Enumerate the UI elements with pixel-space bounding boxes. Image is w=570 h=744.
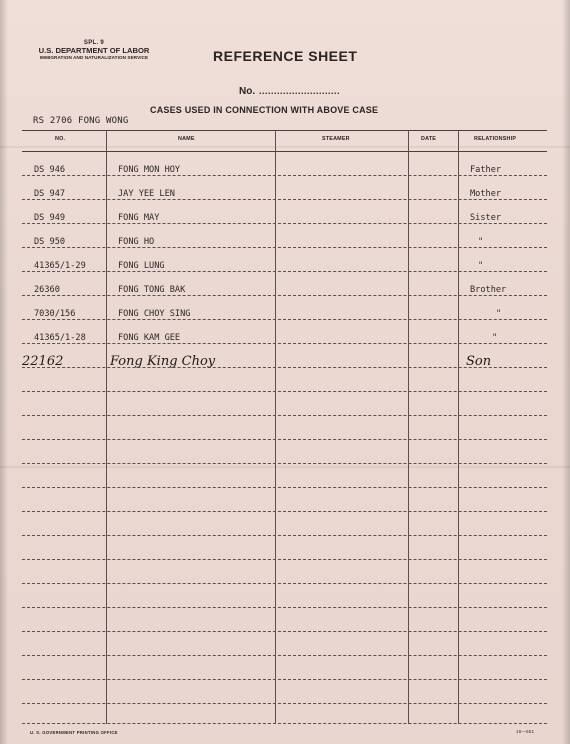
- cell-relationship: Brother: [470, 285, 507, 295]
- cell-relationship: Father: [470, 165, 502, 175]
- table-top-rule: [22, 130, 547, 131]
- cell-no: DS 949: [34, 213, 66, 223]
- row-rule: [22, 723, 547, 724]
- paper-fold: [0, 466, 570, 468]
- row-rule: [22, 199, 547, 200]
- cell-no: DS 950: [34, 237, 66, 247]
- row-rule: [22, 415, 547, 416]
- agency-block: [24, 40, 164, 60]
- row-rule: [22, 559, 547, 560]
- cell-relationship-handwritten: Son: [466, 354, 492, 369]
- cell-relationship: ": [478, 237, 484, 247]
- row-rule: [22, 607, 547, 608]
- service-name: IMMIGRATION AND NATURALIZATION SERVICE: [39, 54, 149, 60]
- row-rule: [22, 247, 547, 248]
- cell-no: DS 947: [34, 189, 66, 199]
- no-value: ...........................: [259, 86, 341, 96]
- row-rule: [22, 223, 547, 224]
- row-rule: [22, 511, 547, 512]
- row-rule: [22, 535, 547, 536]
- cell-name-handwritten: Fong King Choy: [110, 354, 216, 369]
- row-rule: [22, 703, 547, 704]
- cell-no: DS 946: [34, 165, 66, 175]
- cell-name: FONG CHOY SING: [118, 309, 191, 319]
- cell-no: 26360: [34, 285, 60, 295]
- row-rule: [22, 679, 547, 680]
- column-header-date: DATE: [421, 136, 437, 142]
- cell-no: 41365/1-29: [34, 261, 86, 271]
- column-header-name: NAME: [178, 136, 195, 142]
- cell-relationship: ": [478, 261, 484, 271]
- cell-name: FONG LUNG: [118, 261, 165, 271]
- column-divider: [408, 130, 409, 724]
- row-rule: [22, 583, 547, 584]
- row-rule: [22, 487, 547, 488]
- table-header-rule: [22, 151, 547, 152]
- row-rule: [22, 655, 547, 656]
- row-rule: [22, 271, 547, 272]
- no-label: No.: [239, 86, 256, 97]
- cell-relationship: ": [496, 309, 502, 319]
- row-rule: [22, 319, 547, 320]
- cell-name: FONG MON HOY: [118, 165, 181, 175]
- page-edge-shadow: [0, 0, 8, 744]
- cell-name: FONG KAM GEE: [118, 333, 181, 343]
- cell-name: FONG TONG BAK: [118, 285, 186, 295]
- column-header-relationship: RELATIONSHIP: [474, 136, 517, 142]
- row-rule: [22, 391, 547, 392]
- cell-relationship: ": [492, 333, 498, 343]
- cell-no: 7030/156: [34, 309, 76, 319]
- department-name: U.S. DEPARTMENT OF LABOR: [38, 46, 150, 55]
- cell-name: FONG MAY: [118, 213, 160, 223]
- paper-fold: [0, 146, 570, 148]
- form-code: SPL. 9: [83, 40, 105, 46]
- column-divider: [458, 130, 459, 724]
- cell-name: JAY YEE LEN: [118, 189, 175, 199]
- row-rule: [22, 295, 547, 296]
- column-header-steamer: STEAMER: [322, 136, 350, 142]
- page-title: REFERENCE SHEET: [213, 48, 358, 64]
- row-rule: [22, 343, 547, 344]
- printer-imprint: U. S. GOVERNMENT PRINTING OFFICE: [30, 730, 118, 735]
- cell-name: FONG HO: [118, 237, 155, 247]
- column-divider: [106, 130, 107, 724]
- cell-no-handwritten: 22162: [22, 354, 64, 369]
- cell-no: 41365/1-28: [34, 333, 86, 343]
- page-edge-shadow: [562, 0, 570, 744]
- row-rule: [22, 463, 547, 464]
- cell-relationship: Mother: [470, 189, 502, 199]
- form-number: 16—551: [516, 729, 535, 734]
- cases-heading: CASES USED IN CONNECTION WITH ABOVE CASE: [150, 105, 379, 115]
- cell-relationship: Sister: [470, 213, 502, 223]
- row-rule: [22, 439, 547, 440]
- column-divider: [275, 130, 276, 724]
- case-reference: RS 2706 FONG WONG: [33, 116, 129, 126]
- row-rule: [22, 631, 547, 632]
- row-rule: [22, 175, 547, 176]
- column-header-no: NO.: [55, 136, 66, 142]
